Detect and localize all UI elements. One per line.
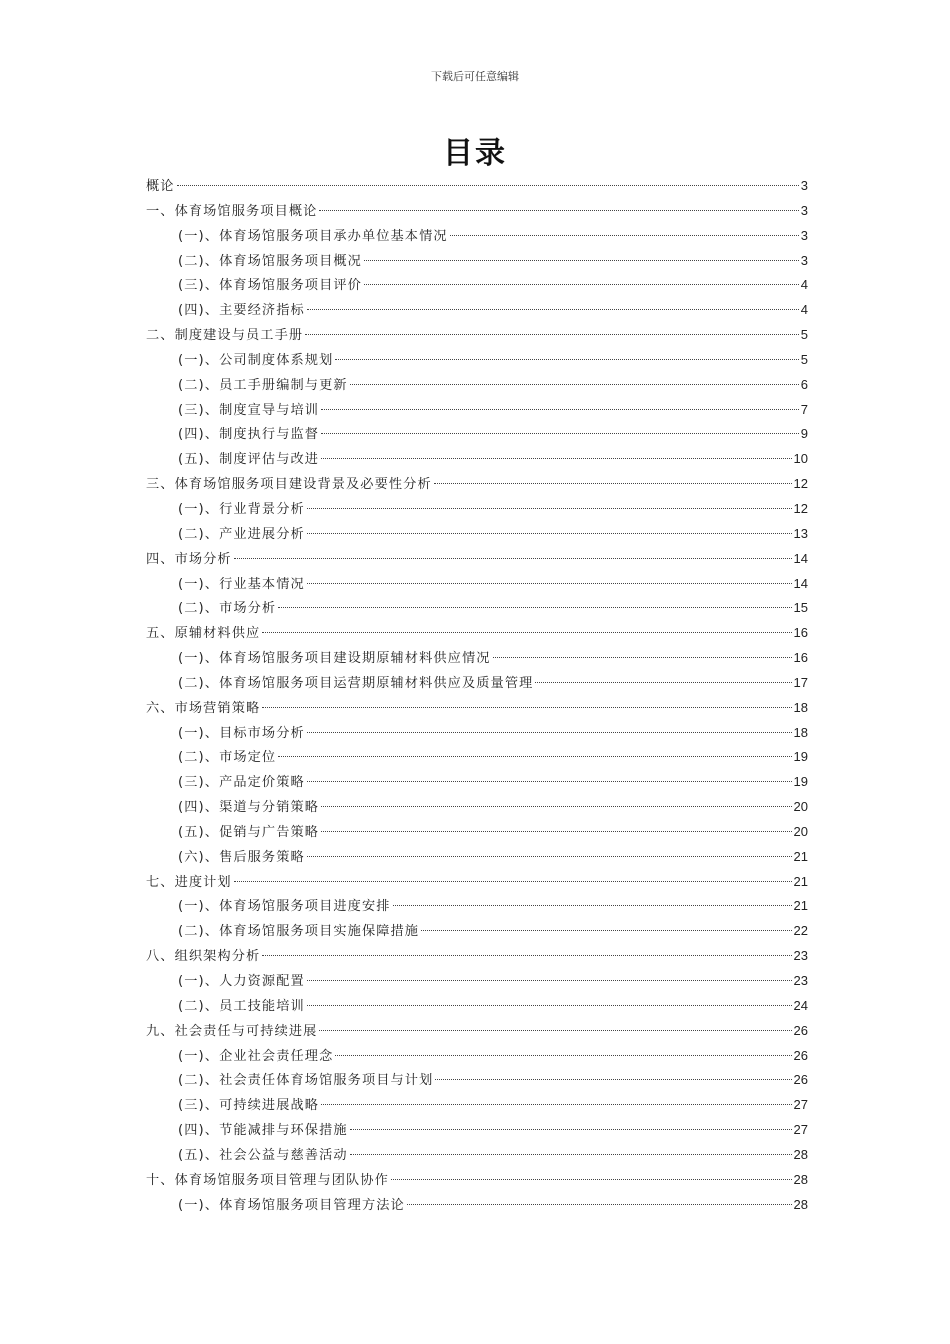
toc-entry-page-number: 7 bbox=[800, 401, 808, 417]
toc-entry-label: (一)、行业背景分析 bbox=[178, 501, 305, 517]
dot-leader bbox=[350, 1129, 792, 1130]
toc-entry[interactable] bbox=[146, 497, 808, 522]
dot-leader bbox=[321, 1104, 791, 1105]
toc-entry[interactable] bbox=[146, 994, 808, 1019]
toc-entry[interactable] bbox=[146, 199, 808, 224]
toc-entry-label: 六、市场营销策略 bbox=[146, 700, 261, 716]
toc-entry[interactable] bbox=[146, 870, 808, 895]
toc-entry-page-number: 12 bbox=[793, 500, 808, 516]
toc-entry[interactable] bbox=[146, 919, 808, 944]
toc-entry-label: (二)、体育场馆服务项目实施保障措施 bbox=[178, 924, 420, 940]
toc-entry-label: (五)、社会公益与慈善活动 bbox=[178, 1147, 348, 1163]
toc-entry-label: (三)、制度宣导与培训 bbox=[178, 402, 320, 418]
toc-entry[interactable] bbox=[146, 522, 808, 547]
toc-entry-page-number: 28 bbox=[793, 1171, 808, 1187]
dot-leader bbox=[321, 433, 799, 434]
toc-entry-label: 一、体育场馆服务项目概论 bbox=[146, 203, 318, 219]
dot-leader bbox=[364, 260, 799, 261]
dot-leader bbox=[262, 707, 791, 708]
dot-leader bbox=[307, 781, 792, 782]
dot-leader bbox=[535, 682, 791, 683]
toc-entry[interactable] bbox=[146, 745, 808, 770]
toc-entry-page-number: 13 bbox=[793, 525, 808, 541]
dot-leader bbox=[307, 732, 792, 733]
toc-entry-page-number: 16 bbox=[793, 625, 808, 641]
toc-entry-label: (四)、渠道与分销策略 bbox=[178, 800, 320, 816]
toc-entry-label: (二)、体育场馆服务项目运营期原辅材料供应及质量管理 bbox=[178, 675, 534, 691]
toc-entry-page-number: 21 bbox=[793, 848, 808, 864]
toc-entry-page-number: 4 bbox=[800, 302, 808, 318]
toc-entry[interactable] bbox=[146, 224, 808, 249]
dot-leader bbox=[234, 881, 792, 882]
dot-leader bbox=[364, 284, 799, 285]
toc-entry-label: (二)、员工手册编制与更新 bbox=[178, 377, 348, 393]
toc-entry[interactable] bbox=[146, 894, 808, 919]
dot-leader bbox=[319, 210, 798, 211]
toc-entry-page-number: 3 bbox=[800, 227, 808, 243]
toc-entry-label: (一)、公司制度体系规划 bbox=[178, 352, 334, 368]
dot-leader bbox=[435, 1079, 791, 1080]
toc-entry-page-number: 15 bbox=[793, 600, 808, 616]
toc-entry[interactable] bbox=[146, 596, 808, 621]
dot-leader bbox=[307, 309, 799, 310]
toc-entry-page-number: 3 bbox=[800, 252, 808, 268]
toc-entry[interactable] bbox=[146, 770, 808, 795]
toc-entry[interactable] bbox=[146, 348, 808, 373]
toc-entry-page-number: 20 bbox=[793, 799, 808, 815]
toc-entry-label: (一)、体育场馆服务项目承办单位基本情况 bbox=[178, 228, 448, 244]
dot-leader bbox=[278, 607, 791, 608]
dot-leader bbox=[307, 1005, 792, 1006]
dot-leader bbox=[335, 359, 798, 360]
dot-leader bbox=[321, 806, 791, 807]
toc-entry[interactable] bbox=[146, 646, 808, 671]
toc-entry-label: (二)、市场定位 bbox=[178, 750, 277, 766]
toc-entry-page-number: 27 bbox=[793, 1122, 808, 1138]
toc-entry[interactable] bbox=[146, 1093, 808, 1118]
dot-leader bbox=[262, 632, 791, 633]
toc-entry-label: 五、原辅材料供应 bbox=[146, 626, 261, 642]
toc-entry[interactable] bbox=[146, 273, 808, 298]
dot-leader bbox=[350, 1154, 792, 1155]
dot-leader bbox=[262, 955, 791, 956]
toc-entry[interactable] bbox=[146, 1019, 808, 1044]
toc-entry-page-number: 19 bbox=[793, 749, 808, 765]
toc-entry-label: (一)、体育场馆服务项目管理方法论 bbox=[178, 1197, 405, 1213]
toc-entry-label: 三、体育场馆服务项目建设背景及必要性分析 bbox=[146, 477, 432, 493]
toc-entry[interactable] bbox=[146, 969, 808, 994]
toc-entry-label: (四)、制度执行与监督 bbox=[178, 427, 320, 443]
toc-entry-label: (五)、制度评估与改进 bbox=[178, 452, 320, 468]
dot-leader bbox=[391, 1179, 792, 1180]
toc-entry-label: (一)、人力资源配置 bbox=[178, 974, 305, 989]
toc-entry[interactable] bbox=[146, 1168, 808, 1193]
toc-entry-page-number: 28 bbox=[793, 1196, 808, 1212]
toc-entry-label: 十、体育场馆服务项目管理与团队协作 bbox=[146, 1172, 389, 1188]
toc-entry-label: (一)、行业基本情况 bbox=[178, 576, 305, 592]
toc-entry-label: (一)、企业社会责任理念 bbox=[178, 1048, 334, 1064]
toc-entry-page-number: 28 bbox=[793, 1146, 808, 1162]
toc-title: 目录 bbox=[443, 136, 507, 171]
toc-entry-page-number: 20 bbox=[793, 823, 808, 839]
dot-leader bbox=[234, 558, 792, 559]
toc-entry-label: (二)、市场分析 bbox=[178, 601, 277, 617]
toc-entry-page-number: 26 bbox=[793, 1072, 808, 1088]
toc-entry[interactable] bbox=[146, 721, 808, 746]
toc-entry[interactable] bbox=[146, 298, 808, 323]
toc-entry[interactable] bbox=[146, 696, 808, 721]
dot-leader bbox=[307, 508, 792, 509]
toc-entry-page-number: 3 bbox=[800, 202, 808, 218]
toc-entry-label: 四、市场分析 bbox=[146, 551, 232, 567]
dot-leader bbox=[393, 905, 792, 906]
toc-entry[interactable] bbox=[146, 845, 808, 870]
toc-entry[interactable] bbox=[146, 795, 808, 820]
dot-leader bbox=[307, 980, 792, 981]
dot-leader bbox=[407, 1204, 792, 1205]
toc-entry-page-number: 4 bbox=[800, 277, 808, 293]
toc-entry[interactable] bbox=[146, 174, 808, 199]
dot-leader bbox=[321, 409, 799, 410]
toc-entry[interactable] bbox=[146, 671, 808, 696]
table-of-contents bbox=[146, 174, 808, 1217]
dot-leader bbox=[350, 384, 799, 385]
toc-entry-page-number: 26 bbox=[793, 1022, 808, 1038]
toc-entry[interactable] bbox=[146, 249, 808, 274]
toc-entry-page-number: 23 bbox=[793, 948, 808, 964]
dot-leader bbox=[335, 1055, 791, 1056]
toc-entry[interactable] bbox=[146, 323, 808, 348]
toc-entry-label: (二)、员工技能培训 bbox=[178, 998, 305, 1014]
toc-entry-label: 二、制度建设与员工手册 bbox=[146, 328, 304, 344]
toc-entry-page-number: 18 bbox=[793, 724, 808, 740]
toc-entry-page-number: 12 bbox=[793, 476, 808, 492]
toc-entry[interactable] bbox=[146, 1044, 808, 1069]
dot-leader bbox=[177, 185, 799, 186]
toc-entry-page-number: 21 bbox=[793, 898, 808, 914]
toc-entry-label: (四)、节能减排与环保措施 bbox=[178, 1123, 348, 1139]
toc-entry-page-number: 21 bbox=[793, 873, 808, 889]
toc-entry-label: (二)、产业进展分析 bbox=[178, 526, 305, 542]
toc-entry-page-number: 6 bbox=[800, 376, 808, 392]
toc-entry[interactable] bbox=[146, 1193, 808, 1218]
toc-entry[interactable] bbox=[146, 1068, 808, 1093]
toc-entry[interactable] bbox=[146, 621, 808, 646]
dot-leader bbox=[493, 657, 792, 658]
dot-leader bbox=[307, 583, 792, 584]
dot-leader bbox=[321, 831, 791, 832]
toc-entry[interactable] bbox=[146, 398, 808, 423]
toc-entry-label: (三)、产品定价策略 bbox=[178, 775, 305, 791]
toc-entry[interactable] bbox=[146, 1118, 808, 1143]
toc-entry-label: (三)、体育场馆服务项目评价 bbox=[178, 278, 362, 294]
toc-entry-page-number: 16 bbox=[793, 650, 808, 666]
toc-entry-label: (一)、体育场馆服务项目建设期原辅材料供应情况 bbox=[178, 651, 491, 667]
dot-leader bbox=[305, 334, 799, 335]
toc-entry-label: (三)、可持续进展战略 bbox=[178, 1098, 320, 1114]
toc-entry-label: (五)、促销与广告策略 bbox=[178, 824, 320, 840]
toc-entry[interactable] bbox=[146, 1143, 808, 1168]
toc-entry-page-number: 5 bbox=[800, 351, 808, 367]
toc-entry-page-number: 23 bbox=[793, 973, 808, 988]
toc-entry-page-number: 26 bbox=[793, 1047, 808, 1063]
dot-leader bbox=[434, 483, 792, 484]
toc-entry-label: 概论 bbox=[146, 179, 175, 194]
dot-leader bbox=[307, 533, 792, 534]
toc-entry-label: 八、组织架构分析 bbox=[146, 949, 261, 965]
toc-entry-page-number: 27 bbox=[793, 1097, 808, 1113]
toc-entry-page-number: 19 bbox=[793, 774, 808, 790]
toc-entry-page-number: 14 bbox=[793, 550, 808, 566]
header-note: 下载后可任意编辑 bbox=[431, 70, 519, 83]
toc-entry[interactable] bbox=[146, 572, 808, 597]
toc-entry-label: (二)、社会责任体育场馆服务项目与计划 bbox=[178, 1073, 434, 1089]
toc-entry-page-number: 14 bbox=[793, 575, 808, 591]
dot-leader bbox=[450, 235, 799, 236]
toc-entry-label: (六)、售后服务策略 bbox=[178, 849, 305, 865]
toc-entry-page-number: 17 bbox=[793, 674, 808, 690]
toc-entry-page-number: 9 bbox=[800, 426, 808, 442]
toc-entry-page-number: 18 bbox=[793, 699, 808, 715]
toc-entry[interactable] bbox=[146, 422, 808, 447]
toc-entry-label: (二)、体育场馆服务项目概况 bbox=[178, 253, 362, 269]
toc-entry[interactable] bbox=[146, 472, 808, 497]
toc-entry[interactable] bbox=[146, 944, 808, 969]
toc-entry-label: (一)、目标市场分析 bbox=[178, 725, 305, 741]
toc-entry-page-number: 3 bbox=[800, 178, 808, 193]
dot-leader bbox=[319, 1030, 791, 1031]
toc-entry[interactable] bbox=[146, 547, 808, 572]
toc-entry-label: (一)、体育场馆服务项目进度安排 bbox=[178, 899, 391, 915]
toc-entry-page-number: 10 bbox=[793, 451, 808, 467]
toc-entry-page-number: 22 bbox=[793, 923, 808, 939]
toc-entry[interactable] bbox=[146, 820, 808, 845]
toc-entry-page-number: 24 bbox=[793, 997, 808, 1013]
dot-leader bbox=[321, 458, 791, 459]
toc-entry[interactable] bbox=[146, 373, 808, 398]
dot-leader bbox=[307, 856, 792, 857]
dot-leader bbox=[421, 930, 791, 931]
toc-entry-page-number: 5 bbox=[800, 327, 808, 343]
toc-entry[interactable] bbox=[146, 447, 808, 472]
dot-leader bbox=[278, 756, 791, 757]
toc-entry-label: (四)、主要经济指标 bbox=[178, 303, 305, 319]
toc-entry-label: 九、社会责任与可持续进展 bbox=[146, 1023, 318, 1039]
toc-entry-label: 七、进度计划 bbox=[146, 874, 232, 890]
